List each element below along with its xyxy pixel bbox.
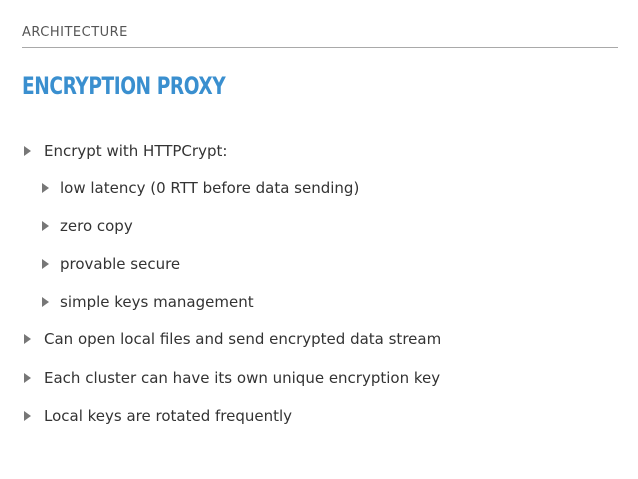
bullet-marker-icon	[42, 221, 49, 231]
bullet-item	[24, 405, 292, 427]
bullet-text: simple keys management	[60, 293, 254, 311]
bullet-marker-icon	[24, 411, 31, 421]
bullet-text: Encrypt with HTTPCrypt:	[44, 142, 228, 160]
bullet-marker-icon	[42, 183, 49, 193]
bullet-text: zero copy	[60, 217, 133, 235]
bullet-item	[24, 367, 440, 389]
bullet-marker-icon	[42, 259, 49, 269]
bullet-marker-icon	[24, 146, 31, 156]
bullet-item	[24, 328, 441, 350]
bullet-marker-icon	[24, 334, 31, 344]
sub-bullet-item	[42, 291, 254, 313]
bullet-text: Can open local files and send encrypted data stream	[44, 330, 442, 348]
slide-title: ENCRYPTION PROXY	[22, 72, 226, 100]
bullet-text: provable secure	[60, 255, 181, 273]
bullet-item	[24, 140, 227, 162]
sub-bullet-item	[42, 253, 180, 275]
bullet-text: Each cluster can have its own unique encryption key	[44, 369, 441, 387]
sub-bullet-item	[42, 177, 359, 199]
bullet-text: Local keys are rotated frequently	[44, 407, 293, 425]
bullet-text: low latency (0 RTT before data sending)	[60, 179, 360, 197]
sub-bullet-item	[42, 215, 133, 237]
section-label: ARCHITECTURE	[22, 25, 128, 40]
bullet-marker-icon	[24, 373, 31, 383]
bullet-marker-icon	[42, 297, 49, 307]
